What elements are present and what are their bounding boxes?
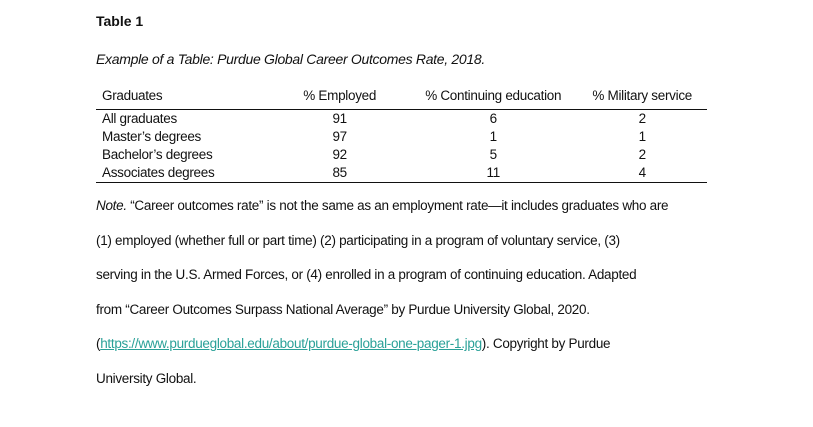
cell-graduates: Bachelor’s degrees xyxy=(102,147,213,162)
cell-continuing-education: 5 xyxy=(489,147,497,162)
cell-military-service: 2 xyxy=(638,111,646,126)
note-line: from “Career Outcomes Surpass National Average” by Purdue University Global, 2020. xyxy=(96,301,590,317)
table-row xyxy=(96,164,707,183)
cell-employed: 97 xyxy=(332,129,347,144)
source-link[interactable]: https://www.purdueglobal.edu/about/purdue-global-one-pager-1.jpg xyxy=(100,336,482,351)
table-row xyxy=(96,110,707,129)
note-line: (1) employed (whether full or part time) (2) participating in a program of voluntary service, (3) xyxy=(96,232,620,248)
cell-military-service: 4 xyxy=(577,164,707,183)
table-title: Example of a Table: Purdue Global Career Outcomes Rate, 2018. xyxy=(96,51,485,67)
cell-continuing-education: 11 xyxy=(409,164,577,183)
cell-employed: 92 xyxy=(332,147,347,162)
cell-graduates: Associates degrees xyxy=(96,164,270,183)
cell-graduates: All graduates xyxy=(102,111,177,126)
cell-employed: 91 xyxy=(332,111,347,126)
table-row xyxy=(96,146,707,164)
cell-military-service: 1 xyxy=(638,129,646,144)
header-continuing-education: % Continuing education xyxy=(409,86,577,110)
cell-military-service: 2 xyxy=(638,147,646,162)
note-label: Note. xyxy=(96,198,127,213)
note-text: ( xyxy=(96,336,101,351)
header-graduates: Graduates xyxy=(96,86,270,110)
note-text: “Career outcomes rate” is not the same as an employment rate—it includes graduates who are xyxy=(126,198,669,213)
header-military-service: % Military service xyxy=(577,86,707,110)
note-line xyxy=(96,335,736,370)
cell-continuing-education: 6 xyxy=(489,111,497,126)
table-header-row xyxy=(96,86,707,110)
note-line: serving in the U.S. Armed Forces, or (4) enrolled in a program of continuing education. Adapted xyxy=(96,267,637,282)
table-row xyxy=(96,128,707,146)
note-line: University Global. xyxy=(96,370,197,386)
cell-graduates: Master’s degrees xyxy=(102,129,202,144)
table-note xyxy=(96,197,736,404)
header-employed: % Employed xyxy=(270,86,409,110)
outcomes-table xyxy=(96,86,707,183)
table-number: Table 1 xyxy=(96,13,144,29)
cell-continuing-education: 1 xyxy=(489,129,497,144)
note-text: ). Copyright by Purdue xyxy=(481,336,611,351)
cell-employed: 85 xyxy=(270,164,409,183)
note-line xyxy=(96,197,736,232)
